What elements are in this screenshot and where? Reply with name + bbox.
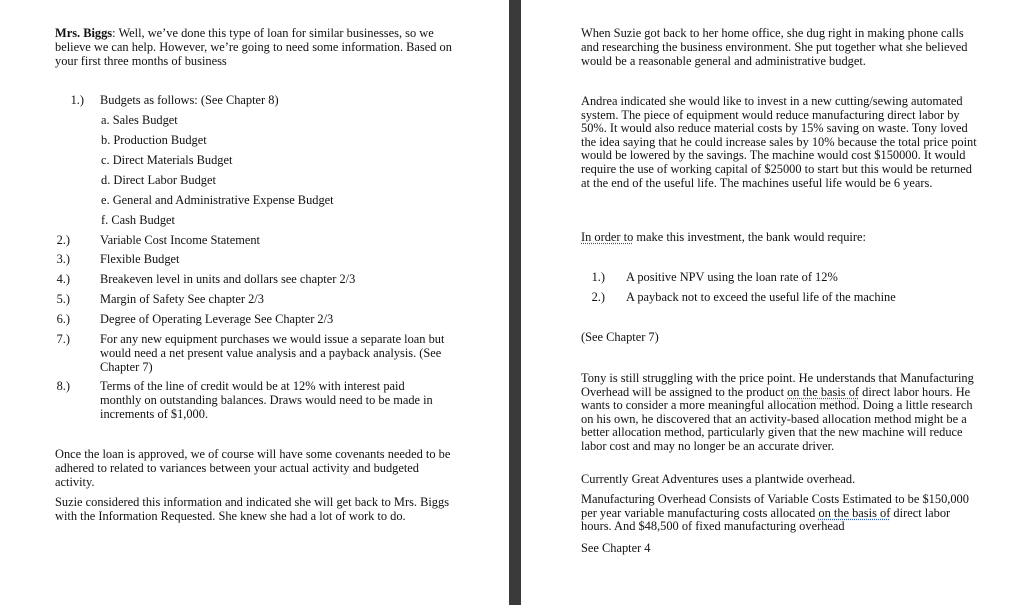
list-number: 8.) [56,379,70,393]
budget-item: d. Direct Labor Budget [101,173,216,187]
intro-paragraph [55,27,455,68]
list-number: 2.) [591,290,605,304]
list-text: Breakeven level in units and dollars see chapter 2/3 [100,272,356,286]
budget-item: b. Production Budget [101,133,207,147]
bank-requirement-intro [581,231,981,245]
right-page [521,0,1024,605]
list-number: 4.) [56,272,70,286]
equipment-paragraph: Andrea indicated she would like to invest in a new cutting/sewing automated system. The piece of equipment would reduce manufacturing direct labor by 50%. It would also reduce material costs by 15% saving on waste. Tony loved the idea saying that he could increase sales by 10% because the total price point would be lowered by the savings. The machine would cost $150000. It would require the use of working capital of $25000 to start but this would be returned at the end of the useful life. The machines useful life would be 6 years. [581,94,977,190]
list-number: 1.) [591,270,605,284]
list-number: 7.) [56,332,70,346]
list-number: 1.) [70,93,84,107]
underlined-phrase: In order to [581,230,634,244]
list-number: 5.) [56,292,70,306]
list-item [46,380,466,424]
overhead-text-end: direct labor hours. He wants to consider a more meaningful allocation method. Doing a little research on his own, he discovered that an activity-based allocation method might be a better allocation method, particularly given that the new machine will reduce labor cost and may no longer be an accurate driver. [581,384,973,453]
suzie-paragraph: Suzie considered this information and indicated she will get back to Mrs. Biggs with the Information Requested. She knew she had a lot of work to do. [55,495,450,523]
budget-item: c. Direct Materials Budget [101,153,233,167]
intro-text: : Well, we’ve done this type of loan for similar businesses, so we believe we can help. However, we’re going to need some information. Based on your first three months of business [55,26,452,68]
list-text: Terms of the line of credit would be at 12% with interest paid monthly on outstanding balances. Draws would need to be made in increments of $1,000. [100,379,433,421]
overhead-text-start: Tony is still struggling with the price point. He understands that Manufacturing Overhead will be assigned to the product [581,371,974,399]
list-number: 6.) [56,312,70,326]
mo-text-start: Manufacturing Overhead Consists of Variable Costs Estimated to be $150,000 per year variable manufacturing costs allocated [581,492,969,520]
underlined-phrase: on the basis of [787,384,860,399]
list-item [46,253,466,269]
overhead-paragraph [581,372,979,454]
see-chapter-7: (See Chapter 7) [581,330,659,344]
speaker-name: Mrs. Biggs [55,26,113,40]
list-number: 3.) [56,252,70,266]
plantwide-paragraph: Currently Great Adventures uses a plantwide overhead. [581,472,856,486]
list-item [46,313,466,329]
budget-item: e. General and Administrative Expense Budget [101,193,334,207]
list-text: Margin of Safety See chapter 2/3 [100,292,264,306]
list-text: A positive NPV using the loan rate of 12% [626,270,838,284]
list-item [46,273,466,289]
budget-item: a. Sales Budget [101,113,178,127]
left-page [0,0,509,605]
list-text: A payback not to exceed the useful life of the machine [626,290,896,304]
page-divider [509,0,521,605]
mo-text-end: direct labor hours. And $48,500 of fixed manufacturing overhead [581,505,951,534]
list-text: For any new equipment purchases we would issue a separate loan but would need a net present value analysis and a payback analysis. (See Chapter 7) [100,332,445,374]
office-paragraph: When Suzie got back to her home office, she dug right in making phone calls and researching the business environment. She put together what she believed would be a reasonable general and administrative budget. [581,26,968,68]
list-item [46,293,466,309]
list-item [46,234,466,250]
covenants-paragraph: Once the loan is approved, we of course will have some covenants needed to be adhered to related to variances between your actual activity and budgeted activity. [55,447,451,489]
underlined-phrase: on the basis of [818,505,891,520]
list-text: Budgets as follows: (See Chapter 8) [100,93,279,107]
list-text: Flexible Budget [100,252,180,266]
list-item [46,333,466,377]
list-text: Variable Cost Income Statement [100,233,261,247]
list-item [581,271,981,287]
manufacturing-overhead-paragraph [581,493,981,534]
list-number: 2.) [56,233,70,247]
budget-item: f. Cash Budget [101,213,175,227]
list-item [581,291,981,307]
see-chapter-4: See Chapter 4 [581,541,651,555]
list-item [60,94,460,110]
list-text: Degree of Operating Leverage See Chapter 2/3 [100,312,334,326]
requirement-intro-text: make this investment, the bank would require: [633,230,866,244]
